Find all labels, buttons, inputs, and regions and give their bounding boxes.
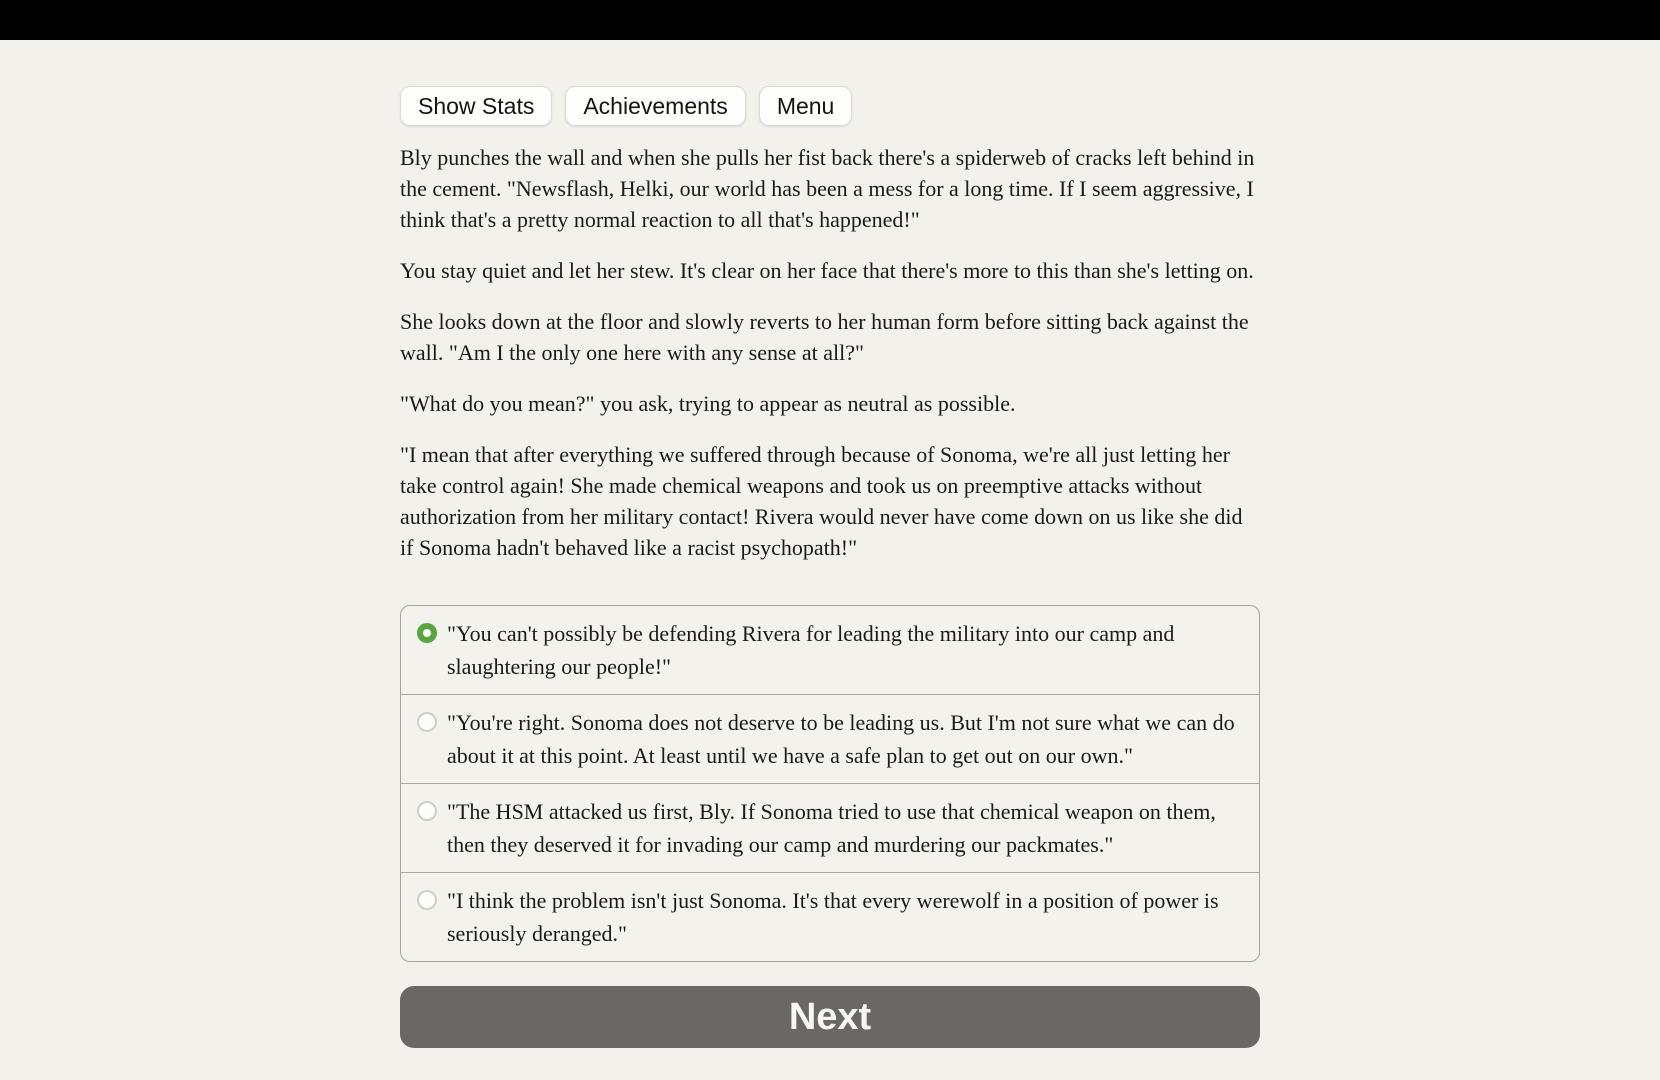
toolbar bbox=[400, 86, 1260, 126]
choice-option-label[interactable]: "You can't possibly be defending Rivera for leading the military into our camp and slaughtering our people!" bbox=[447, 621, 1175, 679]
choice-option[interactable] bbox=[401, 783, 1259, 872]
radio-button-icon[interactable] bbox=[417, 623, 437, 643]
top-black-bar bbox=[0, 0, 1660, 40]
choice-list bbox=[400, 605, 1260, 962]
next-button[interactable]: Next bbox=[400, 986, 1260, 1048]
content-column bbox=[400, 86, 1260, 1048]
story-paragraph: "I mean that after everything we suffered through because of Sonoma, we're all just letting her take control again! She made chemical weapons and took us on preemptive attacks without authorization from her military contact! Rivera would never have come down on us like she did if Sonoma hadn't behaved like a racist psychopath!" bbox=[400, 442, 1243, 560]
choice-option[interactable] bbox=[401, 606, 1259, 694]
story-paragraph: She looks down at the floor and slowly reverts to her human form before sitting back against the wall. "Am I the only one here with any sense at all?" bbox=[400, 309, 1249, 365]
choice-option-label[interactable]: "You're right. Sonoma does not deserve to be leading us. But I'm not sure what we can do about it at this point. At least until we have a safe plan to get out on our own." bbox=[447, 710, 1235, 768]
choice-option[interactable] bbox=[401, 694, 1259, 783]
show-stats-button[interactable]: Show Stats bbox=[400, 86, 552, 126]
story-paragraph: Bly punches the wall and when she pulls her fist back there's a spiderweb of cracks left behind in the cement. "Newsflash, Helki, our world has been a mess for a long time. If I seem aggressive, I think that's a pretty normal reaction to all that's happened!" bbox=[400, 145, 1255, 232]
story-paragraph: You stay quiet and let her stew. It's clear on her face that there's more to this than she's letting on. bbox=[400, 258, 1254, 283]
radio-button-icon[interactable] bbox=[417, 801, 437, 821]
choice-option-label[interactable]: "I think the problem isn't just Sonoma. It's that every werewolf in a position of power is seriously deranged." bbox=[447, 888, 1219, 946]
achievements-button[interactable]: Achievements bbox=[565, 86, 745, 126]
menu-button[interactable]: Menu bbox=[759, 86, 853, 126]
radio-button-icon[interactable] bbox=[417, 712, 437, 732]
story-text bbox=[400, 142, 1260, 563]
radio-button-icon[interactable] bbox=[417, 890, 437, 910]
story-paragraph: "What do you mean?" you ask, trying to appear as neutral as possible. bbox=[400, 391, 1016, 416]
choice-option-label[interactable]: "The HSM attacked us first, Bly. If Sonoma tried to use that chemical weapon on them, then they deserved it for invading our camp and murdering our packmates." bbox=[447, 799, 1216, 857]
choice-option[interactable] bbox=[401, 872, 1259, 961]
